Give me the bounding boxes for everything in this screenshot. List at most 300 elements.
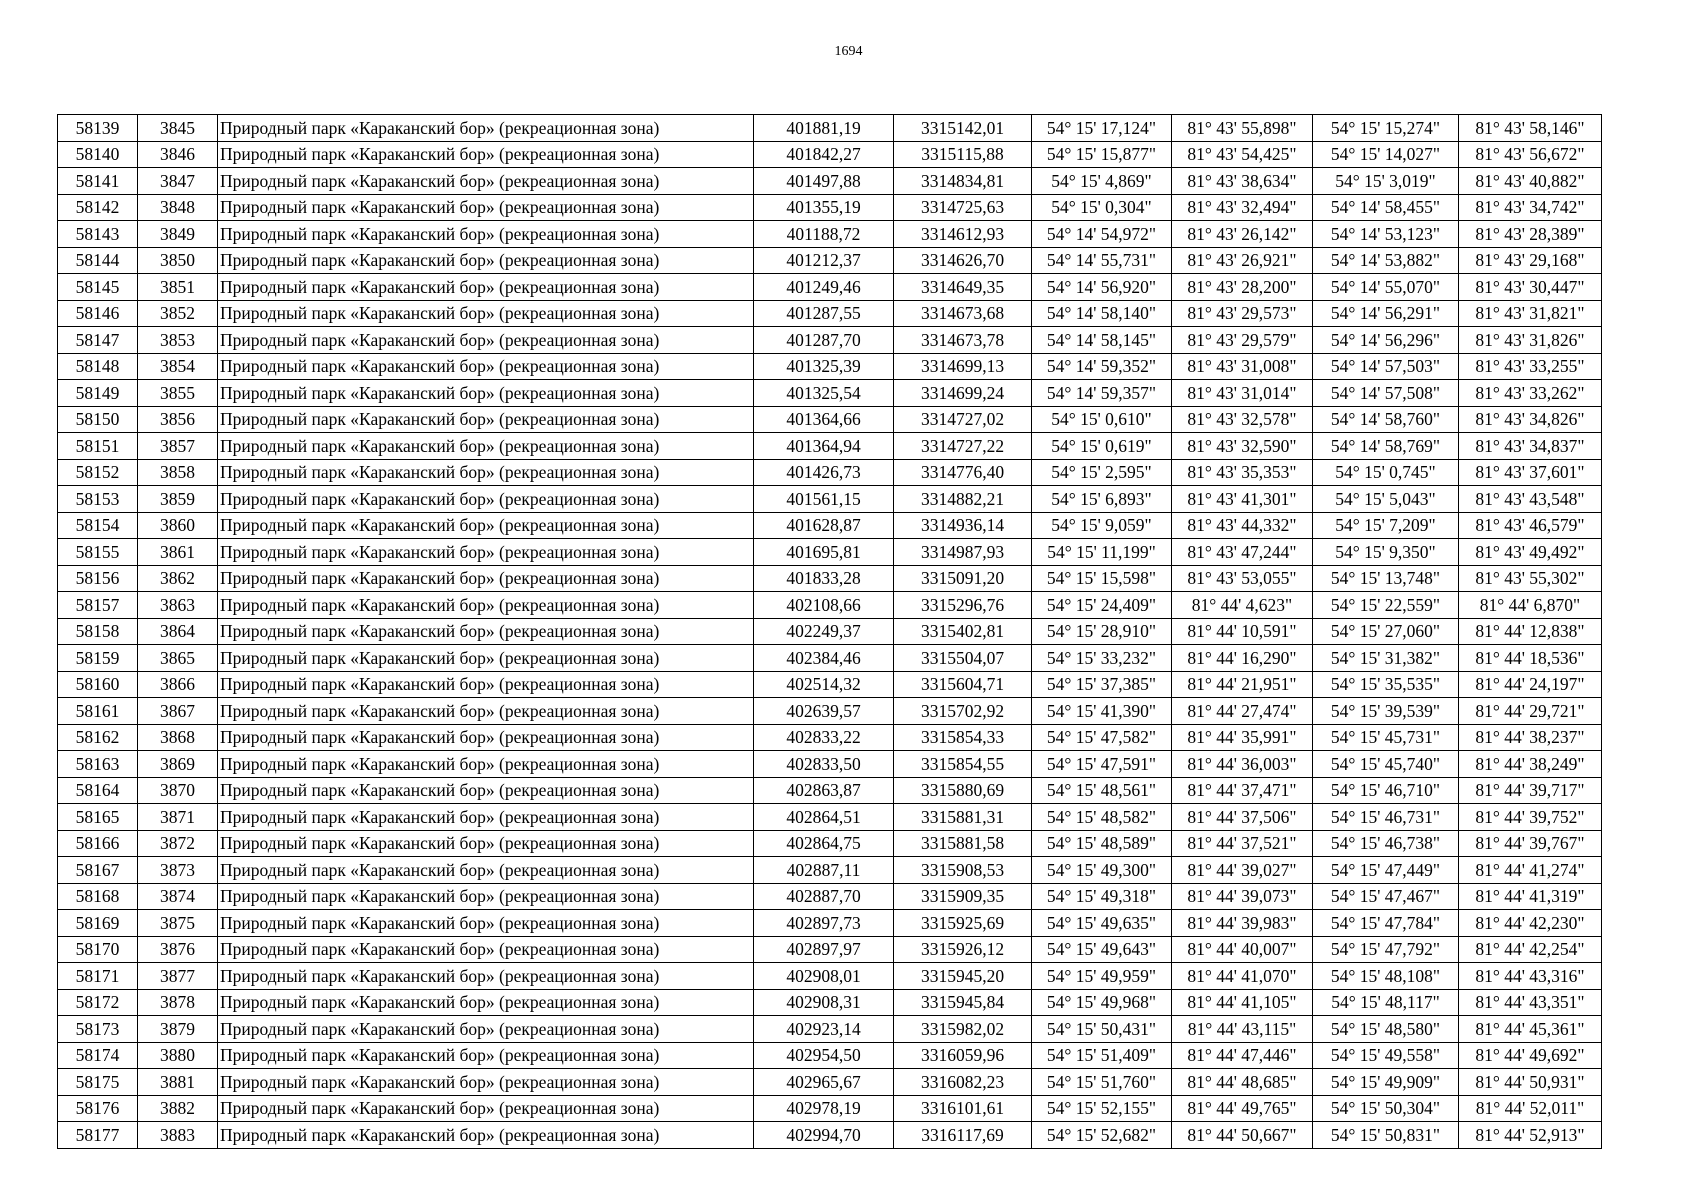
x-coordinate-cell: 401355,19 xyxy=(754,194,894,221)
object-name-cell: Природный парк «Караканский бор» (рекреационная зона) xyxy=(218,1016,754,1043)
object-name-cell: Природный парк «Караканский бор» (рекреационная зона) xyxy=(218,194,754,221)
longitude-alt-cell: 81° 44' 50,931" xyxy=(1459,1069,1602,1096)
longitude-cell: 81° 44' 43,115" xyxy=(1172,1016,1313,1043)
y-coordinate-cell: 3316101,61 xyxy=(894,1095,1032,1122)
object-name-cell: Природный парк «Караканский бор» (рекреационная зона) xyxy=(218,512,754,539)
record-number-cell: 58144 xyxy=(58,247,138,274)
latitude-cell: 54° 15' 52,682" xyxy=(1032,1122,1172,1149)
longitude-cell: 81° 43' 29,573" xyxy=(1172,300,1313,327)
x-coordinate-cell: 401188,72 xyxy=(754,221,894,248)
y-coordinate-cell: 3315908,53 xyxy=(894,857,1032,884)
longitude-cell: 81° 44' 27,474" xyxy=(1172,698,1313,725)
longitude-cell: 81° 43' 41,301" xyxy=(1172,486,1313,513)
object-name-cell: Природный парк «Караканский бор» (рекреационная зона) xyxy=(218,459,754,486)
longitude-cell: 81° 43' 47,244" xyxy=(1172,539,1313,566)
record-number-cell: 58146 xyxy=(58,300,138,327)
point-number-cell: 3852 xyxy=(138,300,218,327)
longitude-cell: 81° 44' 21,951" xyxy=(1172,671,1313,698)
latitude-alt-cell: 54° 15' 48,117" xyxy=(1313,989,1459,1016)
point-number-cell: 3857 xyxy=(138,433,218,460)
record-number-cell: 58174 xyxy=(58,1042,138,1069)
latitude-alt-cell: 54° 15' 50,831" xyxy=(1313,1122,1459,1149)
object-name-cell: Природный парк «Караканский бор» (рекреационная зона) xyxy=(218,804,754,831)
table-row xyxy=(58,1042,1602,1069)
y-coordinate-cell: 3314699,13 xyxy=(894,353,1032,380)
longitude-cell: 81° 43' 44,332" xyxy=(1172,512,1313,539)
record-number-cell: 58145 xyxy=(58,274,138,301)
latitude-alt-cell: 54° 15' 39,539" xyxy=(1313,698,1459,725)
object-name-cell: Природный парк «Караканский бор» (рекреационная зона) xyxy=(218,565,754,592)
longitude-cell: 81° 43' 53,055" xyxy=(1172,565,1313,592)
longitude-cell: 81° 44' 10,591" xyxy=(1172,618,1313,645)
latitude-alt-cell: 54° 15' 31,382" xyxy=(1313,645,1459,672)
x-coordinate-cell: 402514,32 xyxy=(754,671,894,698)
object-name-cell: Природный парк «Караканский бор» (рекреационная зона) xyxy=(218,327,754,354)
longitude-cell: 81° 44' 37,471" xyxy=(1172,777,1313,804)
latitude-cell: 54° 15' 49,959" xyxy=(1032,963,1172,990)
table-row xyxy=(58,857,1602,884)
x-coordinate-cell: 402864,75 xyxy=(754,830,894,857)
longitude-alt-cell: 81° 43' 46,579" xyxy=(1459,512,1602,539)
table-row xyxy=(58,1016,1602,1043)
point-number-cell: 3848 xyxy=(138,194,218,221)
object-name-cell: Природный парк «Караканский бор» (рекреационная зона) xyxy=(218,486,754,513)
latitude-alt-cell: 54° 14' 53,882" xyxy=(1313,247,1459,274)
latitude-alt-cell: 54° 14' 56,291" xyxy=(1313,300,1459,327)
longitude-alt-cell: 81° 44' 43,351" xyxy=(1459,989,1602,1016)
table-row xyxy=(58,724,1602,751)
point-number-cell: 3863 xyxy=(138,592,218,619)
point-number-cell: 3879 xyxy=(138,1016,218,1043)
latitude-cell: 54° 15' 4,869" xyxy=(1032,168,1172,195)
longitude-alt-cell: 81° 43' 34,826" xyxy=(1459,406,1602,433)
record-number-cell: 58171 xyxy=(58,963,138,990)
record-number-cell: 58173 xyxy=(58,1016,138,1043)
x-coordinate-cell: 402639,57 xyxy=(754,698,894,725)
longitude-alt-cell: 81° 43' 49,492" xyxy=(1459,539,1602,566)
longitude-alt-cell: 81° 44' 39,767" xyxy=(1459,830,1602,857)
y-coordinate-cell: 3315402,81 xyxy=(894,618,1032,645)
object-name-cell: Природный парк «Караканский бор» (рекреационная зона) xyxy=(218,724,754,751)
record-number-cell: 58160 xyxy=(58,671,138,698)
x-coordinate-cell: 401561,15 xyxy=(754,486,894,513)
latitude-cell: 54° 14' 59,352" xyxy=(1032,353,1172,380)
latitude-alt-cell: 54° 15' 47,467" xyxy=(1313,883,1459,910)
latitude-cell: 54° 15' 51,760" xyxy=(1032,1069,1172,1096)
object-name-cell: Природный парк «Караканский бор» (рекреационная зона) xyxy=(218,221,754,248)
longitude-cell: 81° 44' 37,506" xyxy=(1172,804,1313,831)
point-number-cell: 3865 xyxy=(138,645,218,672)
longitude-alt-cell: 81° 44' 39,752" xyxy=(1459,804,1602,831)
longitude-cell: 81° 44' 40,007" xyxy=(1172,936,1313,963)
latitude-cell: 54° 14' 55,731" xyxy=(1032,247,1172,274)
longitude-cell: 81° 44' 47,446" xyxy=(1172,1042,1313,1069)
longitude-alt-cell: 81° 43' 29,168" xyxy=(1459,247,1602,274)
longitude-cell: 81° 44' 41,070" xyxy=(1172,963,1313,990)
point-number-cell: 3860 xyxy=(138,512,218,539)
latitude-alt-cell: 54° 15' 14,027" xyxy=(1313,141,1459,168)
latitude-cell: 54° 15' 6,893" xyxy=(1032,486,1172,513)
point-number-cell: 3876 xyxy=(138,936,218,963)
latitude-cell: 54° 15' 15,598" xyxy=(1032,565,1172,592)
y-coordinate-cell: 3315982,02 xyxy=(894,1016,1032,1043)
record-number-cell: 58175 xyxy=(58,1069,138,1096)
latitude-cell: 54° 15' 49,643" xyxy=(1032,936,1172,963)
y-coordinate-cell: 3315115,88 xyxy=(894,141,1032,168)
point-number-cell: 3873 xyxy=(138,857,218,884)
x-coordinate-cell: 402384,46 xyxy=(754,645,894,672)
object-name-cell: Природный парк «Караканский бор» (рекреационная зона) xyxy=(218,910,754,937)
x-coordinate-cell: 402897,73 xyxy=(754,910,894,937)
y-coordinate-cell: 3315909,35 xyxy=(894,883,1032,910)
latitude-cell: 54° 15' 49,300" xyxy=(1032,857,1172,884)
latitude-alt-cell: 54° 15' 5,043" xyxy=(1313,486,1459,513)
table-row xyxy=(58,353,1602,380)
record-number-cell: 58159 xyxy=(58,645,138,672)
latitude-alt-cell: 54° 15' 27,060" xyxy=(1313,618,1459,645)
point-number-cell: 3858 xyxy=(138,459,218,486)
longitude-cell: 81° 43' 26,921" xyxy=(1172,247,1313,274)
point-number-cell: 3872 xyxy=(138,830,218,857)
table-row xyxy=(58,433,1602,460)
y-coordinate-cell: 3314727,02 xyxy=(894,406,1032,433)
record-number-cell: 58154 xyxy=(58,512,138,539)
latitude-cell: 54° 15' 11,199" xyxy=(1032,539,1172,566)
y-coordinate-cell: 3315945,20 xyxy=(894,963,1032,990)
table-row xyxy=(58,1095,1602,1122)
latitude-cell: 54° 15' 49,968" xyxy=(1032,989,1172,1016)
x-coordinate-cell: 401842,27 xyxy=(754,141,894,168)
longitude-cell: 81° 43' 35,353" xyxy=(1172,459,1313,486)
point-number-cell: 3867 xyxy=(138,698,218,725)
longitude-alt-cell: 81° 44' 42,230" xyxy=(1459,910,1602,937)
x-coordinate-cell: 402249,37 xyxy=(754,618,894,645)
table-row xyxy=(58,671,1602,698)
x-coordinate-cell: 402887,70 xyxy=(754,883,894,910)
latitude-cell: 54° 14' 59,357" xyxy=(1032,380,1172,407)
latitude-alt-cell: 54° 15' 50,304" xyxy=(1313,1095,1459,1122)
object-name-cell: Природный парк «Караканский бор» (рекреационная зона) xyxy=(218,433,754,460)
latitude-cell: 54° 15' 0,619" xyxy=(1032,433,1172,460)
x-coordinate-cell: 401325,54 xyxy=(754,380,894,407)
y-coordinate-cell: 3315702,92 xyxy=(894,698,1032,725)
x-coordinate-cell: 401364,94 xyxy=(754,433,894,460)
object-name-cell: Природный парк «Караканский бор» (рекреационная зона) xyxy=(218,141,754,168)
record-number-cell: 58139 xyxy=(58,115,138,142)
table-row xyxy=(58,777,1602,804)
latitude-cell: 54° 15' 0,610" xyxy=(1032,406,1172,433)
x-coordinate-cell: 402954,50 xyxy=(754,1042,894,1069)
longitude-alt-cell: 81° 44' 18,536" xyxy=(1459,645,1602,672)
latitude-cell: 54° 15' 49,318" xyxy=(1032,883,1172,910)
x-coordinate-cell: 401249,46 xyxy=(754,274,894,301)
point-number-cell: 3855 xyxy=(138,380,218,407)
record-number-cell: 58150 xyxy=(58,406,138,433)
longitude-alt-cell: 81° 44' 52,011" xyxy=(1459,1095,1602,1122)
latitude-cell: 54° 15' 47,591" xyxy=(1032,751,1172,778)
table-row xyxy=(58,1122,1602,1149)
longitude-alt-cell: 81° 44' 38,237" xyxy=(1459,724,1602,751)
x-coordinate-cell: 402908,01 xyxy=(754,963,894,990)
table-row xyxy=(58,300,1602,327)
object-name-cell: Природный парк «Караканский бор» (рекреационная зона) xyxy=(218,406,754,433)
record-number-cell: 58169 xyxy=(58,910,138,937)
x-coordinate-cell: 401695,81 xyxy=(754,539,894,566)
object-name-cell: Природный парк «Караканский бор» (рекреационная зона) xyxy=(218,1042,754,1069)
longitude-alt-cell: 81° 43' 37,601" xyxy=(1459,459,1602,486)
longitude-alt-cell: 81° 43' 31,826" xyxy=(1459,327,1602,354)
y-coordinate-cell: 3314834,81 xyxy=(894,168,1032,195)
object-name-cell: Природный парк «Караканский бор» (рекреационная зона) xyxy=(218,1069,754,1096)
latitude-alt-cell: 54° 15' 47,449" xyxy=(1313,857,1459,884)
record-number-cell: 58153 xyxy=(58,486,138,513)
latitude-cell: 54° 15' 48,561" xyxy=(1032,777,1172,804)
point-number-cell: 3877 xyxy=(138,963,218,990)
record-number-cell: 58156 xyxy=(58,565,138,592)
y-coordinate-cell: 3315604,71 xyxy=(894,671,1032,698)
y-coordinate-cell: 3315504,07 xyxy=(894,645,1032,672)
latitude-alt-cell: 54° 15' 46,738" xyxy=(1313,830,1459,857)
object-name-cell: Природный парк «Караканский бор» (рекреационная зона) xyxy=(218,883,754,910)
object-name-cell: Природный парк «Караканский бор» (рекреационная зона) xyxy=(218,777,754,804)
latitude-alt-cell: 54° 15' 9,350" xyxy=(1313,539,1459,566)
table-row xyxy=(58,989,1602,1016)
table-row xyxy=(58,698,1602,725)
x-coordinate-cell: 401426,73 xyxy=(754,459,894,486)
object-name-cell: Природный парк «Караканский бор» (рекреационная зона) xyxy=(218,380,754,407)
y-coordinate-cell: 3315881,58 xyxy=(894,830,1032,857)
latitude-cell: 54° 14' 54,972" xyxy=(1032,221,1172,248)
longitude-cell: 81° 44' 39,073" xyxy=(1172,883,1313,910)
y-coordinate-cell: 3314673,68 xyxy=(894,300,1032,327)
point-number-cell: 3880 xyxy=(138,1042,218,1069)
longitude-alt-cell: 81° 44' 12,838" xyxy=(1459,618,1602,645)
table-row xyxy=(58,221,1602,248)
object-name-cell: Природный парк «Караканский бор» (рекреационная зона) xyxy=(218,698,754,725)
table-row xyxy=(58,618,1602,645)
coordinates-table xyxy=(57,114,1602,1149)
table-row xyxy=(58,565,1602,592)
longitude-cell: 81° 43' 31,008" xyxy=(1172,353,1313,380)
x-coordinate-cell: 402863,87 xyxy=(754,777,894,804)
point-number-cell: 3881 xyxy=(138,1069,218,1096)
latitude-alt-cell: 54° 15' 0,745" xyxy=(1313,459,1459,486)
point-number-cell: 3861 xyxy=(138,539,218,566)
point-number-cell: 3862 xyxy=(138,565,218,592)
y-coordinate-cell: 3315854,55 xyxy=(894,751,1032,778)
record-number-cell: 58177 xyxy=(58,1122,138,1149)
table-row xyxy=(58,486,1602,513)
longitude-alt-cell: 81° 43' 34,837" xyxy=(1459,433,1602,460)
latitude-alt-cell: 54° 14' 57,503" xyxy=(1313,353,1459,380)
longitude-alt-cell: 81° 43' 33,262" xyxy=(1459,380,1602,407)
table-row xyxy=(58,327,1602,354)
latitude-alt-cell: 54° 14' 57,508" xyxy=(1313,380,1459,407)
record-number-cell: 58143 xyxy=(58,221,138,248)
object-name-cell: Природный парк «Караканский бор» (рекреационная зона) xyxy=(218,936,754,963)
longitude-alt-cell: 81° 43' 56,672" xyxy=(1459,141,1602,168)
longitude-alt-cell: 81° 43' 31,821" xyxy=(1459,300,1602,327)
table-row xyxy=(58,1069,1602,1096)
latitude-alt-cell: 54° 15' 49,558" xyxy=(1313,1042,1459,1069)
point-number-cell: 3875 xyxy=(138,910,218,937)
longitude-cell: 81° 44' 37,521" xyxy=(1172,830,1313,857)
latitude-alt-cell: 54° 15' 13,748" xyxy=(1313,565,1459,592)
record-number-cell: 58148 xyxy=(58,353,138,380)
longitude-alt-cell: 81° 44' 45,361" xyxy=(1459,1016,1602,1043)
point-number-cell: 3864 xyxy=(138,618,218,645)
record-number-cell: 58149 xyxy=(58,380,138,407)
latitude-alt-cell: 54° 15' 35,535" xyxy=(1313,671,1459,698)
longitude-alt-cell: 81° 43' 55,302" xyxy=(1459,565,1602,592)
table-row xyxy=(58,963,1602,990)
table-row xyxy=(58,539,1602,566)
latitude-cell: 54° 15' 48,589" xyxy=(1032,830,1172,857)
y-coordinate-cell: 3315142,01 xyxy=(894,115,1032,142)
longitude-cell: 81° 44' 50,667" xyxy=(1172,1122,1313,1149)
latitude-cell: 54° 15' 37,385" xyxy=(1032,671,1172,698)
longitude-cell: 81° 44' 39,027" xyxy=(1172,857,1313,884)
table-row xyxy=(58,380,1602,407)
record-number-cell: 58158 xyxy=(58,618,138,645)
table-row xyxy=(58,592,1602,619)
longitude-cell: 81° 44' 16,290" xyxy=(1172,645,1313,672)
table-row xyxy=(58,936,1602,963)
latitude-cell: 54° 15' 51,409" xyxy=(1032,1042,1172,1069)
latitude-cell: 54° 15' 50,431" xyxy=(1032,1016,1172,1043)
object-name-cell: Природный парк «Караканский бор» (рекреационная зона) xyxy=(218,592,754,619)
object-name-cell: Природный парк «Караканский бор» (рекреационная зона) xyxy=(218,1122,754,1149)
longitude-cell: 81° 44' 39,983" xyxy=(1172,910,1313,937)
y-coordinate-cell: 3314936,14 xyxy=(894,512,1032,539)
y-coordinate-cell: 3314725,63 xyxy=(894,194,1032,221)
latitude-cell: 54° 15' 0,304" xyxy=(1032,194,1172,221)
latitude-alt-cell: 54° 14' 58,455" xyxy=(1313,194,1459,221)
record-number-cell: 58147 xyxy=(58,327,138,354)
point-number-cell: 3847 xyxy=(138,168,218,195)
table-row xyxy=(58,115,1602,142)
y-coordinate-cell: 3315296,76 xyxy=(894,592,1032,619)
object-name-cell: Природный парк «Караканский бор» (рекреационная зона) xyxy=(218,247,754,274)
latitude-cell: 54° 15' 15,877" xyxy=(1032,141,1172,168)
object-name-cell: Природный парк «Караканский бор» (рекреационная зона) xyxy=(218,300,754,327)
longitude-cell: 81° 43' 32,494" xyxy=(1172,194,1313,221)
record-number-cell: 58167 xyxy=(58,857,138,884)
y-coordinate-cell: 3314673,78 xyxy=(894,327,1032,354)
point-number-cell: 3882 xyxy=(138,1095,218,1122)
longitude-alt-cell: 81° 44' 43,316" xyxy=(1459,963,1602,990)
page-number: 1694 xyxy=(834,44,863,59)
table-row xyxy=(58,830,1602,857)
x-coordinate-cell: 402897,97 xyxy=(754,936,894,963)
latitude-alt-cell: 54° 14' 53,123" xyxy=(1313,221,1459,248)
point-number-cell: 3853 xyxy=(138,327,218,354)
latitude-cell: 54° 15' 47,582" xyxy=(1032,724,1172,751)
latitude-alt-cell: 54° 15' 46,710" xyxy=(1313,777,1459,804)
latitude-alt-cell: 54° 14' 58,760" xyxy=(1313,406,1459,433)
point-number-cell: 3883 xyxy=(138,1122,218,1149)
point-number-cell: 3871 xyxy=(138,804,218,831)
y-coordinate-cell: 3314727,22 xyxy=(894,433,1032,460)
table-row xyxy=(58,512,1602,539)
object-name-cell: Природный парк «Караканский бор» (рекреационная зона) xyxy=(218,830,754,857)
latitude-alt-cell: 54° 15' 7,209" xyxy=(1313,512,1459,539)
longitude-cell: 81° 44' 49,765" xyxy=(1172,1095,1313,1122)
object-name-cell: Природный парк «Караканский бор» (рекреационная зона) xyxy=(218,857,754,884)
y-coordinate-cell: 3315854,33 xyxy=(894,724,1032,751)
record-number-cell: 58166 xyxy=(58,830,138,857)
longitude-alt-cell: 81° 44' 49,692" xyxy=(1459,1042,1602,1069)
record-number-cell: 58176 xyxy=(58,1095,138,1122)
x-coordinate-cell: 402108,66 xyxy=(754,592,894,619)
point-number-cell: 3845 xyxy=(138,115,218,142)
longitude-cell: 81° 44' 36,003" xyxy=(1172,751,1313,778)
object-name-cell: Природный парк «Караканский бор» (рекреационная зона) xyxy=(218,115,754,142)
longitude-cell: 81° 44' 48,685" xyxy=(1172,1069,1313,1096)
longitude-alt-cell: 81° 44' 41,274" xyxy=(1459,857,1602,884)
table-row xyxy=(58,194,1602,221)
object-name-cell: Природный парк «Караканский бор» (рекреационная зона) xyxy=(218,751,754,778)
object-name-cell: Природный парк «Караканский бор» (рекреационная зона) xyxy=(218,645,754,672)
x-coordinate-cell: 401287,70 xyxy=(754,327,894,354)
longitude-alt-cell: 81° 44' 6,870" xyxy=(1459,592,1602,619)
record-number-cell: 58168 xyxy=(58,883,138,910)
y-coordinate-cell: 3315881,31 xyxy=(894,804,1032,831)
record-number-cell: 58162 xyxy=(58,724,138,751)
y-coordinate-cell: 3316082,23 xyxy=(894,1069,1032,1096)
longitude-alt-cell: 81° 43' 33,255" xyxy=(1459,353,1602,380)
record-number-cell: 58165 xyxy=(58,804,138,831)
latitude-alt-cell: 54° 15' 15,274" xyxy=(1313,115,1459,142)
latitude-alt-cell: 54° 15' 46,731" xyxy=(1313,804,1459,831)
latitude-cell: 54° 15' 41,390" xyxy=(1032,698,1172,725)
point-number-cell: 3868 xyxy=(138,724,218,751)
y-coordinate-cell: 3315091,20 xyxy=(894,565,1032,592)
table-row xyxy=(58,459,1602,486)
longitude-alt-cell: 81° 44' 24,197" xyxy=(1459,671,1602,698)
longitude-alt-cell: 81° 43' 40,882" xyxy=(1459,168,1602,195)
longitude-cell: 81° 43' 31,014" xyxy=(1172,380,1313,407)
latitude-cell: 54° 15' 28,910" xyxy=(1032,618,1172,645)
latitude-alt-cell: 54° 15' 3,019" xyxy=(1313,168,1459,195)
y-coordinate-cell: 3314776,40 xyxy=(894,459,1032,486)
longitude-alt-cell: 81° 43' 58,146" xyxy=(1459,115,1602,142)
record-number-cell: 58155 xyxy=(58,539,138,566)
latitude-cell: 54° 15' 33,232" xyxy=(1032,645,1172,672)
x-coordinate-cell: 402908,31 xyxy=(754,989,894,1016)
object-name-cell: Природный парк «Караканский бор» (рекреационная зона) xyxy=(218,963,754,990)
x-coordinate-cell: 402994,70 xyxy=(754,1122,894,1149)
table-row xyxy=(58,804,1602,831)
longitude-cell: 81° 43' 38,634" xyxy=(1172,168,1313,195)
object-name-cell: Природный парк «Караканский бор» (рекреационная зона) xyxy=(218,168,754,195)
record-number-cell: 58164 xyxy=(58,777,138,804)
record-number-cell: 58170 xyxy=(58,936,138,963)
longitude-alt-cell: 81° 44' 39,717" xyxy=(1459,777,1602,804)
longitude-alt-cell: 81° 43' 30,447" xyxy=(1459,274,1602,301)
x-coordinate-cell: 402978,19 xyxy=(754,1095,894,1122)
x-coordinate-cell: 402887,11 xyxy=(754,857,894,884)
record-number-cell: 58142 xyxy=(58,194,138,221)
latitude-alt-cell: 54° 15' 49,909" xyxy=(1313,1069,1459,1096)
y-coordinate-cell: 3315880,69 xyxy=(894,777,1032,804)
latitude-cell: 54° 14' 58,145" xyxy=(1032,327,1172,354)
latitude-alt-cell: 54° 15' 48,108" xyxy=(1313,963,1459,990)
latitude-alt-cell: 54° 15' 45,731" xyxy=(1313,724,1459,751)
record-number-cell: 58161 xyxy=(58,698,138,725)
latitude-cell: 54° 14' 58,140" xyxy=(1032,300,1172,327)
latitude-alt-cell: 54° 15' 45,740" xyxy=(1313,751,1459,778)
